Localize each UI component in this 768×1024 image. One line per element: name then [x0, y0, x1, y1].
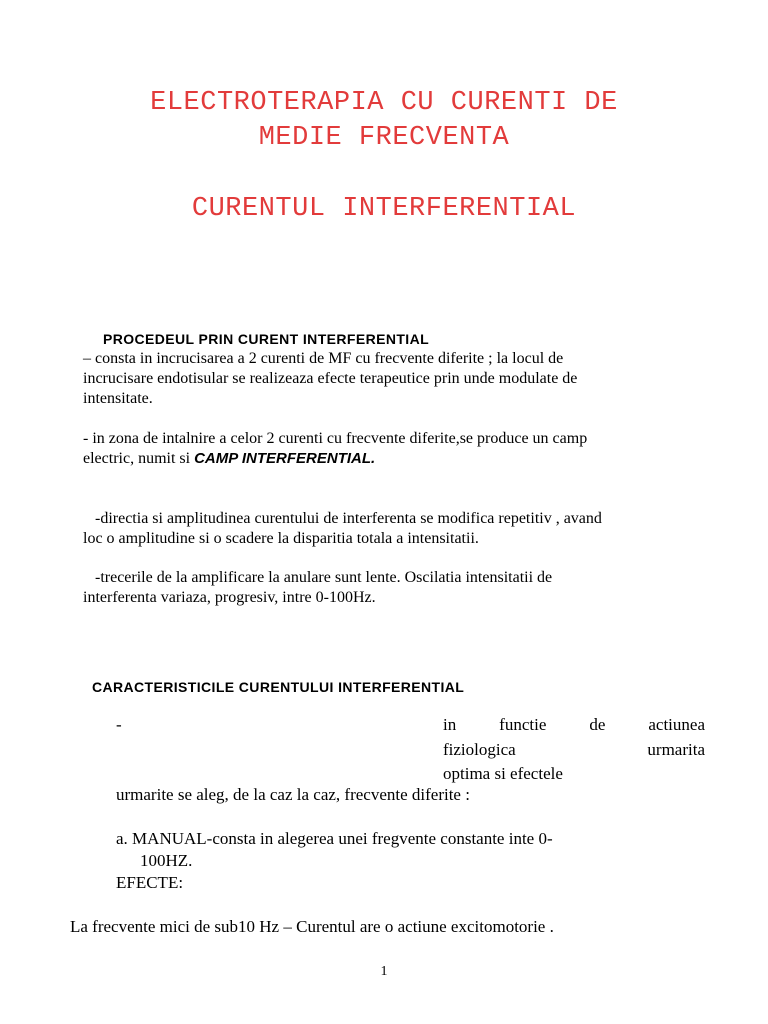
- paragraph-2-line-1: - in zona de intalnire a celor 2 curenti cu frecvente diferite,se produce un camp: [83, 430, 588, 447]
- doc-title-line-2: MEDIE FRECVENTA: [258, 123, 510, 153]
- paragraph-1: [83, 349, 577, 409]
- paragraph-1-line-3: intensitate.: [83, 390, 153, 407]
- paragraph-2-text: electric, numit si: [83, 450, 195, 467]
- list-dash: -: [116, 715, 122, 734]
- paragraph-3: [83, 509, 602, 549]
- paragraph-continuation: urmarite se aleg, de la caz la caz, frecvente diferite :: [116, 785, 470, 804]
- camp-interferential-emphasis: CAMP INTERFERENTIAL.: [194, 450, 376, 467]
- section-heading-caracteristicile: CARACTERISTICILE CURENTULUI INTERFERENTIAL: [92, 679, 465, 695]
- paragraph-3-line-1: -directia si amplitudinea curentului de interferenta se modifica repetitiv , avand: [95, 510, 602, 527]
- justified-column-line-2: fiziologica urmarita: [443, 740, 705, 759]
- paragraph-4-line-2: interferenta variaza, progresiv, intre 0-100Hz.: [83, 589, 376, 606]
- justified-column-line-1: in functie de actiunea: [443, 715, 705, 734]
- justified-column-line-3: optima si efectele: [443, 764, 563, 783]
- section-heading-procedeul: PROCEDEUL PRIN CURENT INTERFERENTIAL: [103, 331, 430, 347]
- doc-title-line-1: ELECTROTERAPIA CU CURENTI DE: [150, 88, 618, 118]
- paragraph-2-line-2: [83, 449, 587, 469]
- paragraph-4: [83, 568, 552, 608]
- item-a-line-2: 100HZ.: [140, 851, 193, 870]
- paragraph-1-line-2: incrucisare endotisular se realizeaza efecte terapeutice prin unde modulate de: [83, 370, 578, 387]
- doc-subtitle: CURENTUL INTERFERENTIAL: [191, 194, 577, 224]
- last-paragraph: La frecvente mici de sub10 Hz – Curentul are o actiune excitomotorie .: [70, 917, 554, 936]
- paragraph-1-line-1: – consta in incrucisarea a 2 curenti de MF cu frecvente diferite ; la locul de: [83, 350, 564, 367]
- paragraph-3-line-2: loc o amplitudine si o scadere la disparitia totala a intensitatii.: [83, 530, 479, 547]
- efecte-label: EFECTE:: [116, 873, 184, 892]
- paragraph-4-line-1: -trecerile de la amplificare la anulare sunt lente. Oscilatia intensitatii de: [95, 569, 553, 586]
- item-a-line-1: a. MANUAL-consta in alegerea unei fregvente constante inte 0-: [116, 829, 553, 848]
- page-number: 1: [380, 964, 388, 979]
- paragraph-2: [83, 429, 587, 469]
